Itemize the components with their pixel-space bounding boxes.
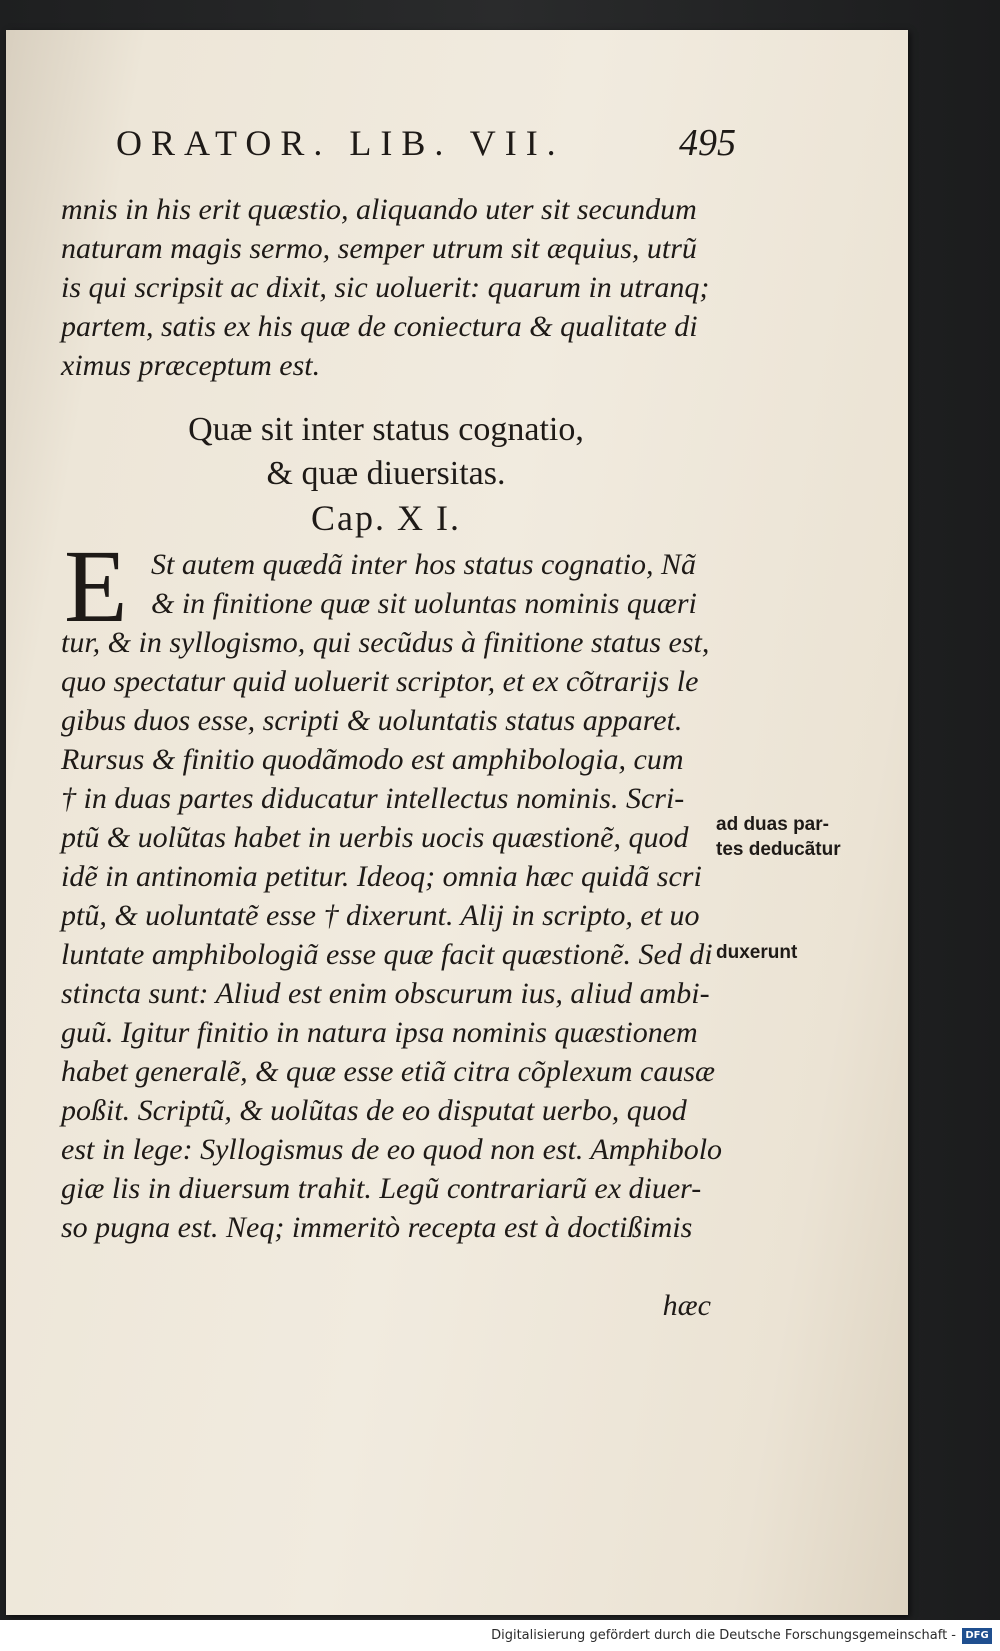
text-line: habet generalẽ, & quæ esse etiã citra cõplexum causæ [61, 1055, 716, 1088]
margin-note-line: ad duas par- [716, 814, 829, 835]
chapter-number: Cap. X I. [311, 498, 461, 538]
catchword: hæc [662, 1289, 711, 1322]
book-page [6, 30, 908, 1615]
text-line: ptũ & uolũtas habet in uerbis uocis quæstionẽ, quod [61, 821, 689, 854]
text-line: idẽ in antinomia petitur. Ideoq; omnia hæc quidã scri [61, 860, 702, 893]
text-line: St autem quædã inter hos status cognatio, Nã [151, 548, 697, 581]
text-line: & in finitione quæ sit uoluntas nominis quæri [151, 587, 697, 620]
margin-note [716, 940, 866, 965]
text-line: † in duas partes diducatur intellectus nominis. Scri- [61, 782, 685, 815]
text-line: quo spectatur quid uoluerit scriptor, et ex cõtrarijs le [61, 665, 699, 698]
text-line: partem, satis ex his quæ de coniectura & qualitate di [61, 310, 698, 343]
text-line: est in lege: Syllogismus de eo quod non est. Amphibolo [61, 1133, 723, 1166]
text-line: poßit. Scriptũ, & uolũtas de eo disputat uerbo, quod [61, 1094, 687, 1127]
text-line: Rursus & finitio quodãmodo est amphibologia, cum [61, 743, 684, 776]
drop-cap: E [64, 529, 128, 644]
paragraph-continuation [61, 190, 711, 385]
chapter-title-line: Quæ sit inter status cognatio, [188, 411, 584, 448]
text-line: stincta sunt: Aliud est enim obscurum ius, aliud ambi- [61, 977, 710, 1010]
text-line: naturam magis sermo, semper utrum sit æquius, utrũ [61, 232, 697, 265]
text-line: guũ. Igitur finitio in natura ipsa nominis quæstionem [61, 1016, 698, 1049]
text-line: giæ lis in diuersum trahit. Legũ contrariarũ ex diuer- [61, 1172, 702, 1205]
text-line: ptũ, & uoluntatẽ esse † dixerunt. Alij in scripto, et uo [61, 899, 700, 932]
text-line: mnis in his erit quæstio, aliquando uter sit secundum [61, 193, 697, 226]
running-head: ORATOR. LIB. VII. [116, 123, 565, 163]
text-line: tur, & in syllogismo, qui secũdus à finitione status est, [61, 626, 710, 659]
page-number: 495 [679, 122, 736, 164]
text-line: so pugna est. Neq; immeritò recepta est à doctißimis [61, 1211, 693, 1244]
text-line: is qui scripsit ac dixit, sic uoluerit: quarum in utranq; [61, 271, 710, 304]
chapter-heading [61, 408, 711, 540]
chapter-title-line: & quæ diuersitas. [266, 455, 506, 492]
margin-note [716, 812, 866, 862]
text-line: luntate amphibologiã esse quæ facit quæstionẽ. Sed di [61, 938, 713, 971]
text-line: gibus duos esse, scripti & uoluntatis status apparet. [61, 704, 683, 737]
margin-note-line: tes deducãtur [716, 839, 841, 860]
text-line: ximus præceptum est. [61, 349, 321, 382]
dfg-logo: DFG [962, 1628, 992, 1644]
margin-note-line: duxerunt [716, 942, 798, 963]
funding-notice: Digitalisierung gefördert durch die Deutsche Forschungsgemeinschaft - [491, 1628, 956, 1643]
chapter-body [61, 545, 723, 1247]
footer-bar [0, 1620, 1000, 1651]
